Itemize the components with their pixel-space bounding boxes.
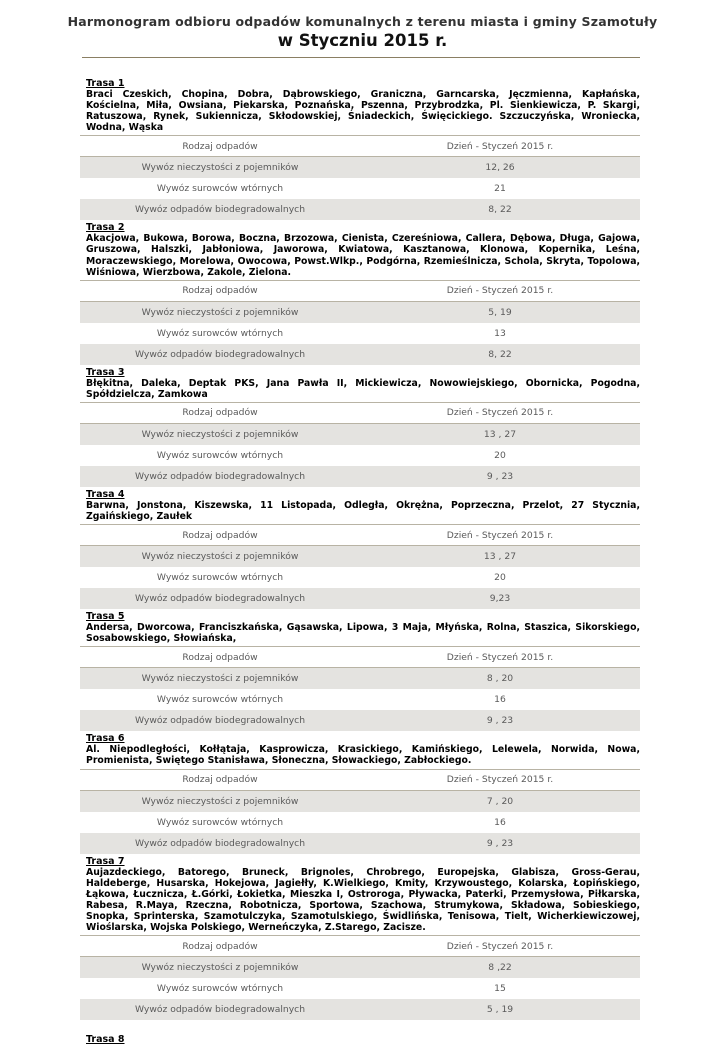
route-streets: Błękitna, Daleka, Deptak PKS, Jana Pawła II, Mickiewicza, Nowowiejskiego, Obornicka, Pogodna, Spółdzielcza, Zamkowa [86, 377, 640, 400]
day-mixed: 5, 19 [360, 301, 640, 323]
table-row [80, 567, 640, 588]
table-row [80, 978, 640, 999]
waste-type-bio: Wywóz odpadów biodegradowalnych [80, 344, 360, 365]
waste-type-recyclable: Wywóz surowców wtórnych [156, 694, 284, 706]
waste-type-mixed: Wywóz nieczystości z pojemników [80, 668, 360, 690]
table-row [80, 445, 640, 466]
route-title: Trasa 1 [86, 78, 125, 89]
day-bio: 9,23 [360, 588, 640, 609]
day-recyclable: 21 [494, 183, 506, 195]
table-header-row [80, 280, 640, 301]
table-row [80, 710, 640, 731]
route-section [86, 733, 640, 853]
day-mixed: 8 ,22 [360, 957, 640, 979]
route-section [86, 611, 640, 731]
col-header-day: Dzień - Styczeń 2015 r. [360, 525, 640, 546]
table-row [80, 833, 640, 854]
table-row [80, 199, 640, 220]
day-mixed: 13 , 27 [360, 546, 640, 568]
table-header-row [80, 525, 640, 546]
waste-type-mixed: Wywóz nieczystości z pojemników [80, 157, 360, 179]
day-bio: 9 , 23 [360, 710, 640, 731]
day-recyclable: 13 [494, 327, 506, 339]
route-section [86, 222, 640, 364]
col-header-waste-type: Rodzaj odpadów [80, 402, 360, 423]
schedule-table [80, 935, 640, 1020]
document-subtitle: w Styczniu 2015 r. [277, 31, 448, 50]
col-header-day: Dzień - Styczeń 2015 r. [360, 769, 640, 790]
route-title: Trasa 5 [86, 611, 125, 623]
table-row [80, 157, 640, 179]
waste-type-recyclable: Wywóz surowców wtórnych [156, 983, 284, 995]
day-mixed: 12, 26 [360, 157, 640, 179]
table-row [80, 466, 640, 487]
table-header-row [80, 769, 640, 790]
route-streets: Barwna, Jonstona, Kiszewska, 11 Listopada, Odległa, Okrężna, Poprzeczna, Przelot, 27 Stycznia, Zgaińskiego, Zaułek [86, 499, 640, 523]
document-title: Harmonogram odbioru odpadów komunalnych z terenu miasta i gminy Szamotuły [67, 14, 658, 29]
route-streets: Aujazdeckiego, Batorego, Bruneck, Brignoles, Chrobrego, Europejska, Glabisza, Gross-Gerau, Haldeberge, Husarska, Hokejowa, Jagiełły, K.Wielkiego, Kmity, Krzywoustego, Kolarska, Łopińskiego, Łąkowa, Łuczniczа, Ł.Górki, Łokietka, Mieszka I, Ostroroga, Pływacka, Paterki, Przemysłowa, Piłkarska, Rabesa, R.Maya, Rzeczna, Robotnicza, Sportowa, Szachowa, Strumykowa, Składowa, Sobieskiego, Snopka, Sprinterska, Szamotulczyka, Szamotulskiego, Świdlińska, Tenisowa, Tielt, Wicherkiewiczowej, Wioślarska, Wojska Polskiego, Werneńczyka, Z.Starego, Zacisze. [86, 866, 640, 933]
table-row [80, 546, 640, 568]
schedule-table [80, 769, 640, 854]
header-divider [82, 57, 640, 58]
waste-type-recyclable: Wywóz surowców wtórnych [156, 183, 284, 195]
route-title: Trasa 2 [86, 222, 125, 234]
table-header-row [80, 136, 640, 157]
route-title: Trasa 7 [86, 855, 125, 867]
col-header-day: Dzień - Styczeń 2015 r. [360, 647, 640, 668]
schedule-table [80, 524, 640, 609]
table-header-row [80, 402, 640, 423]
waste-type-mixed: Wywóz nieczystości z pojemników [80, 423, 360, 445]
route-title: Trasa 8 [86, 1034, 125, 1045]
route-section [86, 78, 640, 220]
route-streets: Andersa, Dworcowa, Franciszkańska, Gąsawska, Lipowa, 3 Maja, Młyńska, Rolna, Staszica, Sikorskiego, Sosabowskiego, Słowiańska, [86, 622, 640, 645]
table-header-row [80, 936, 640, 957]
day-recyclable: 16 [494, 694, 506, 706]
table-row [80, 588, 640, 609]
table-row [80, 790, 640, 812]
col-header-waste-type: Rodzaj odpadów [80, 936, 360, 957]
waste-type-recyclable: Wywóz surowców wtórnych [156, 816, 284, 828]
day-bio: 8, 22 [360, 199, 640, 220]
schedule-table [80, 280, 640, 365]
table-row [80, 957, 640, 979]
waste-type-bio: Wywóz odpadów biodegradowalnych [80, 588, 360, 609]
day-mixed: 7 , 20 [360, 790, 640, 812]
route-streets: Al. Niepodległości, Kołłątaja, Kasprowicza, Krasickiego, Kamińskiego, Lelewela, Norwida, Nowa, Promienista, Świętego Stanisława, Słoneczna, Słowackiego, Zabłockiego. [86, 744, 640, 767]
col-header-waste-type: Rodzaj odpadów [80, 769, 360, 790]
schedule-table [80, 646, 640, 731]
day-bio: 9 , 23 [360, 833, 640, 854]
day-recyclable: 15 [494, 983, 506, 995]
route-section [86, 489, 640, 609]
table-row [80, 344, 640, 365]
table-row [80, 668, 640, 690]
schedule-table [80, 135, 640, 220]
route-title: Trasa 3 [86, 366, 125, 378]
table-header-row [80, 647, 640, 668]
col-header-day: Dzień - Styczeń 2015 r. [360, 136, 640, 157]
day-bio: 5 , 19 [360, 999, 640, 1020]
day-bio: 8, 22 [360, 344, 640, 365]
col-header-waste-type: Rodzaj odpadów [80, 647, 360, 668]
document-header [0, 14, 725, 50]
day-mixed: 13 , 27 [360, 423, 640, 445]
table-row [80, 178, 640, 199]
table-row [80, 689, 640, 710]
waste-type-mixed: Wywóz nieczystości z pojemników [80, 301, 360, 323]
col-header-day: Dzień - Styczeń 2015 r. [360, 936, 640, 957]
route-title: Trasa 6 [86, 733, 125, 745]
waste-type-recyclable: Wywóz surowców wtórnych [156, 327, 284, 339]
waste-type-recyclable: Wywóz surowców wtórnych [156, 449, 284, 461]
route-streets: Braci Czeskich, Chopina, Dobra, Dąbrowskiego, Graniczna, Garncarska, Jęczmienna, Kapłańska, Kościelna, Miła, Owsiana, Piekarska, Poznańska, Pszenna, Przybrodzka, Pl. Sienkiewicza, P. Skargi, Ratuszowa, Rynek, Sukiennicza, Skłodowskiej, Śniadeckich, Święcickiego. Szczuczyńska, Wroniecka, Wodna, Wąska [86, 89, 640, 134]
waste-type-mixed: Wywóz nieczystości z pojemników [80, 790, 360, 812]
col-header-day: Dzień - Styczeń 2015 r. [360, 280, 640, 301]
schedule-table [80, 402, 640, 487]
waste-type-bio: Wywóz odpadów biodegradowalnych [80, 710, 360, 731]
day-bio: 9 , 23 [360, 466, 640, 487]
waste-type-bio: Wywóz odpadów biodegradowalnych [80, 833, 360, 854]
routes-list [86, 78, 640, 1045]
waste-type-recyclable: Wywóz surowców wtórnych [156, 572, 284, 584]
waste-type-mixed: Wywóz nieczystości z pojemników [80, 957, 360, 979]
col-header-waste-type: Rodzaj odpadów [80, 525, 360, 546]
day-recyclable: 16 [494, 816, 506, 828]
waste-type-bio: Wywóz odpadów biodegradowalnych [80, 199, 360, 220]
table-row [80, 999, 640, 1020]
route-section [86, 367, 640, 487]
day-mixed: 8 , 20 [360, 668, 640, 690]
day-recyclable: 20 [494, 449, 506, 461]
route-title: Trasa 4 [86, 488, 125, 500]
waste-type-mixed: Wywóz nieczystości z pojemników [80, 546, 360, 568]
waste-type-bio: Wywóz odpadów biodegradowalnych [80, 999, 360, 1020]
waste-type-bio: Wywóz odpadów biodegradowalnych [80, 466, 360, 487]
col-header-waste-type: Rodzaj odpadów [80, 136, 360, 157]
table-row [80, 323, 640, 344]
table-row [80, 423, 640, 445]
col-header-day: Dzień - Styczeń 2015 r. [360, 402, 640, 423]
route-section [86, 856, 640, 1021]
route-streets: Akacjowa, Bukowa, Borowa, Boczna, Brzozowa, Cienista, Czereśniowa, Callera, Dębowa, Długa, Gajowa, Gruszowa, Halszki, Jabłoniowa, Jaworowa, Kwiatowa, Kasztanowa, Klonowa, Kopernika, Leśna, Moraczewskiego, Morelowa, Owocowa, Powst.Wlkp., Podgórna, Rzemieślnicza, Schola, Skryta, Topolowa, Wiśniowa, Wierzbowa, Zakole, Zielona. [86, 233, 640, 278]
table-row [80, 812, 640, 833]
day-recyclable: 20 [494, 572, 506, 584]
col-header-waste-type: Rodzaj odpadów [80, 280, 360, 301]
table-row [80, 301, 640, 323]
